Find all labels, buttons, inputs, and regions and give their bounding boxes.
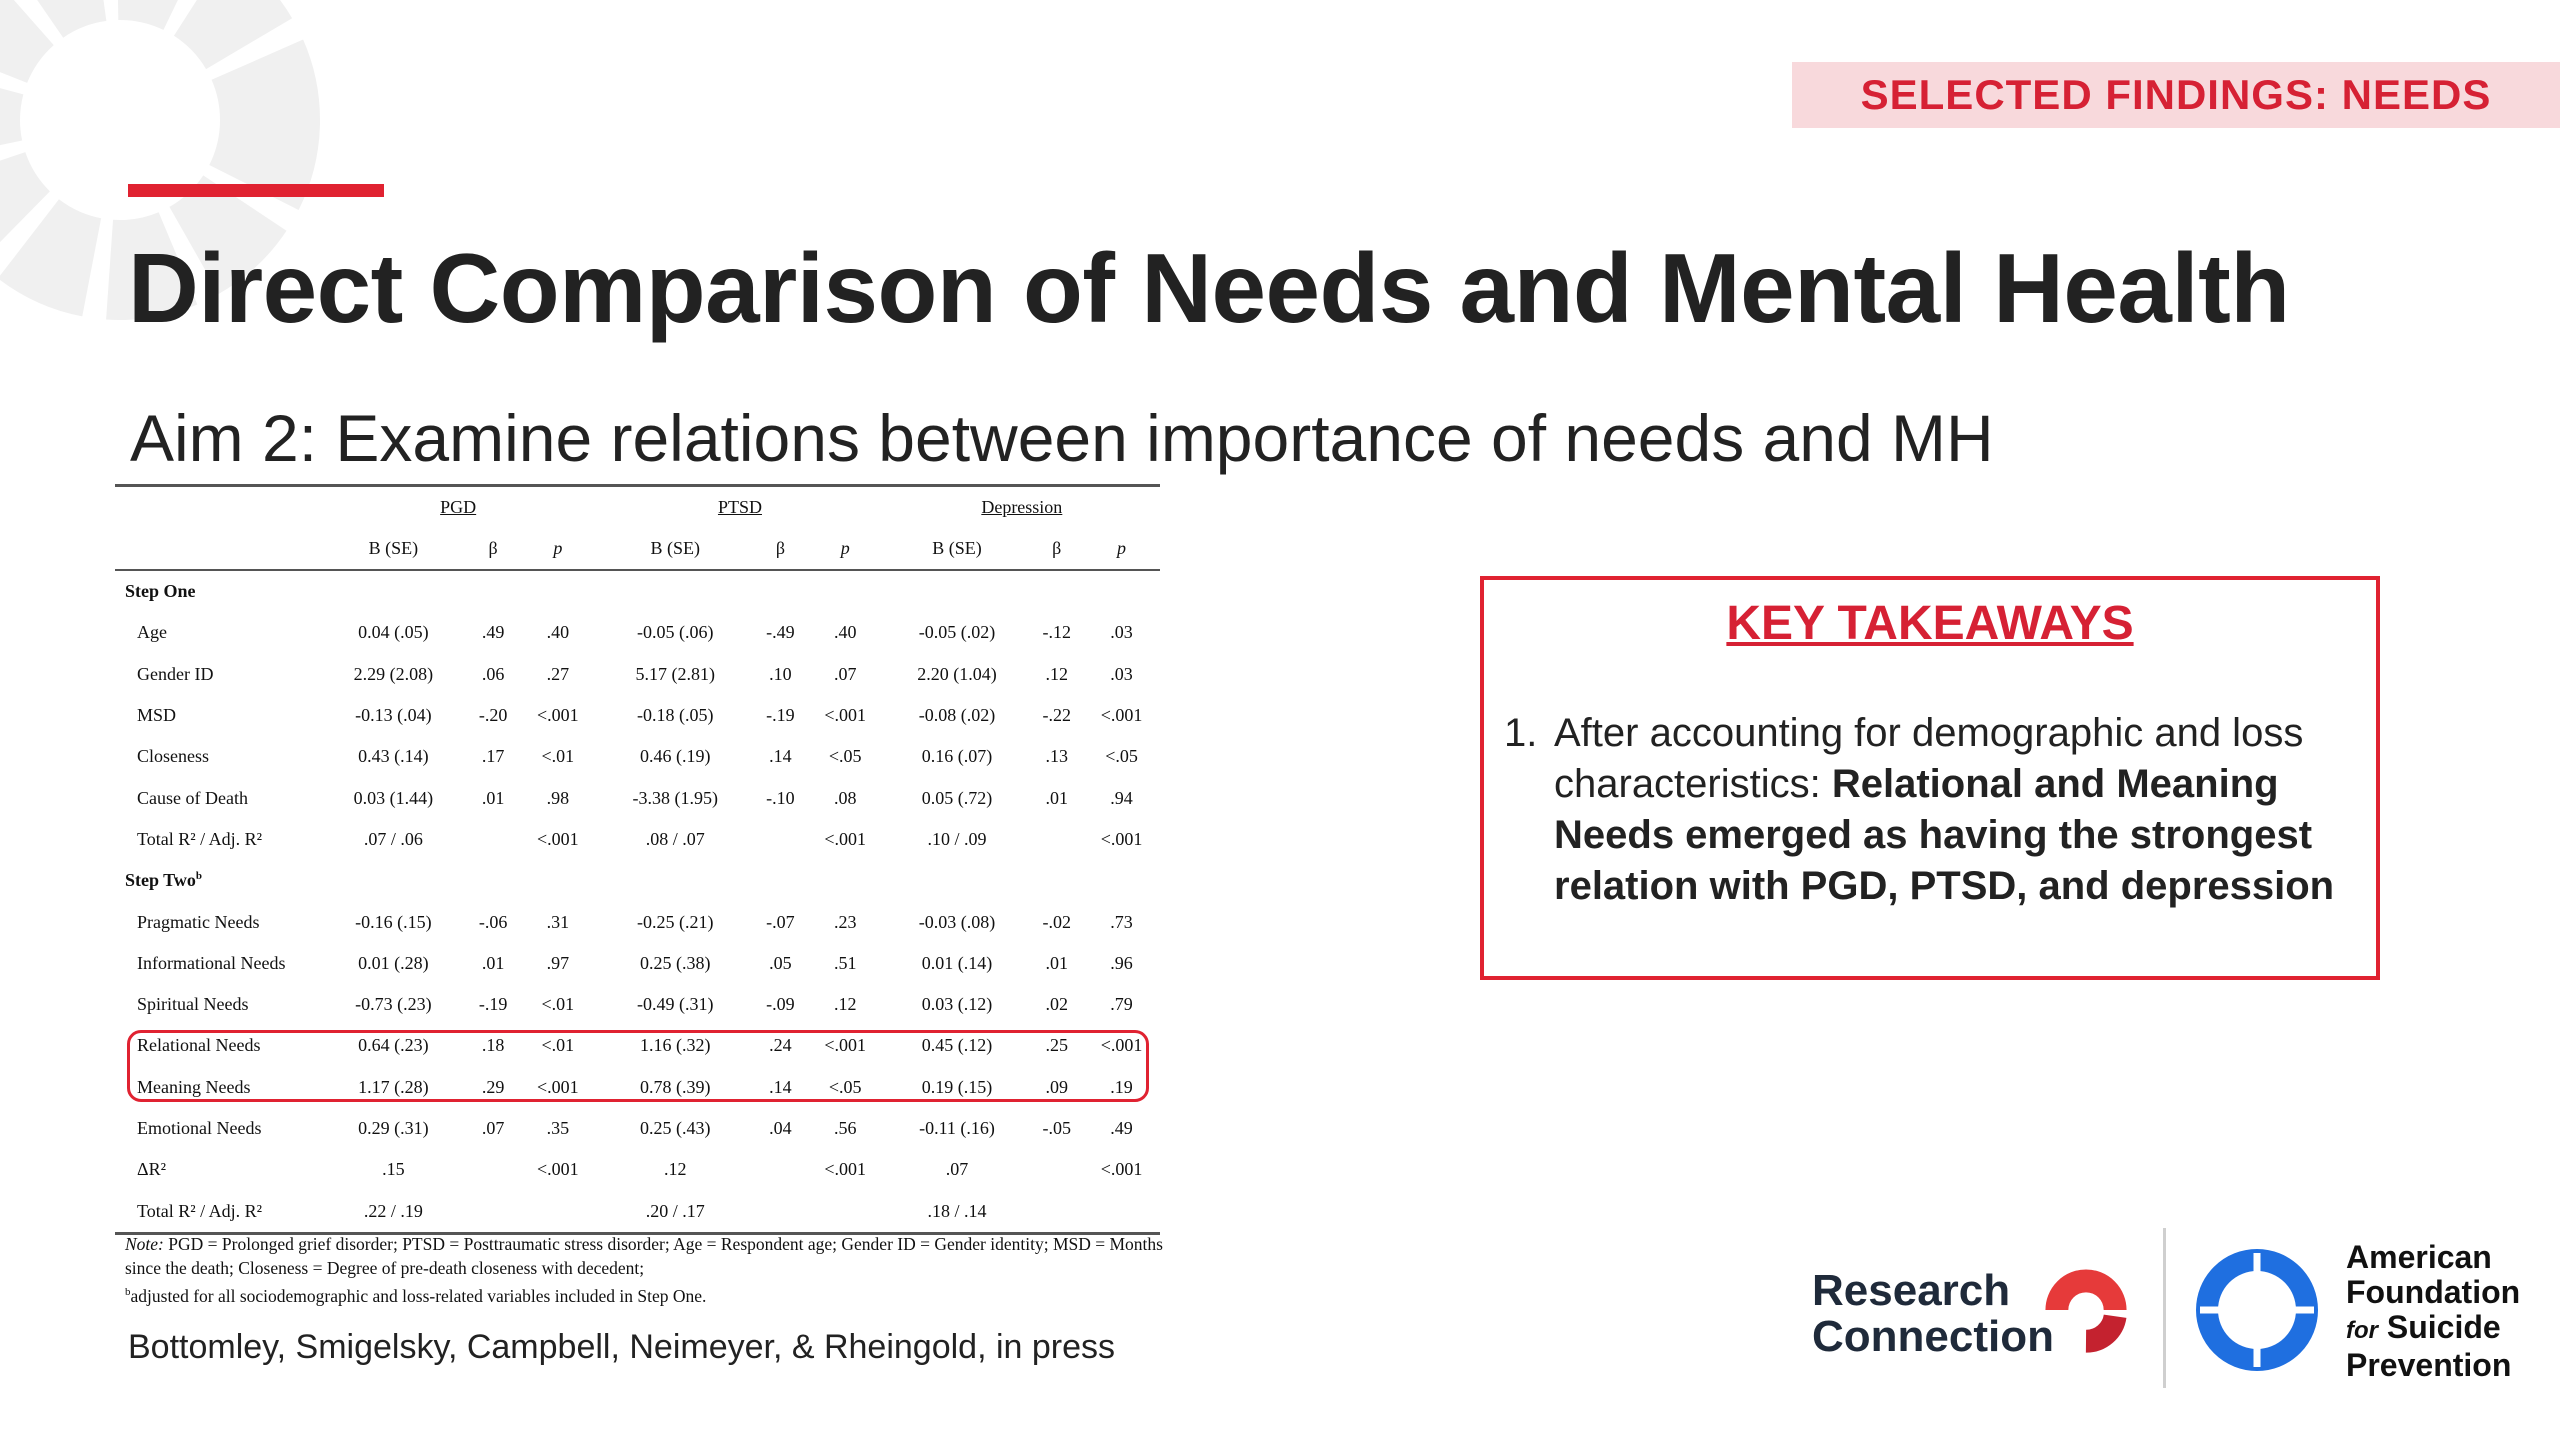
table-cell: 0.25 (.43)	[639, 1118, 711, 1138]
afsp-lifebuoy-icon	[2192, 1245, 2322, 1375]
group-header-ptsd: PTSD	[717, 496, 762, 517]
table-cell: .06	[481, 663, 505, 684]
table-cell: .05	[769, 952, 792, 973]
table-cell: .18 / .14	[884, 1190, 1031, 1233]
section-row-step-two	[115, 860, 1160, 901]
table-cell: <.001	[1100, 1035, 1143, 1056]
table-cell: .03	[1110, 622, 1133, 643]
table-cell: -.19	[766, 705, 795, 726]
table-cell	[754, 819, 807, 860]
table-cell: 0.25 (.38)	[639, 952, 711, 973]
table-cell: <.01	[541, 994, 575, 1015]
afsp-line-4: Prevention	[2346, 1347, 2512, 1383]
row-label: Pragmatic Needs	[137, 911, 260, 932]
table-cell: .79	[1110, 994, 1133, 1015]
row-label: Closeness	[137, 746, 209, 767]
table-cell	[467, 1190, 520, 1233]
table-row	[115, 1190, 1160, 1233]
table-cell: <.001	[824, 828, 867, 849]
table-cell: <.001	[824, 705, 867, 726]
table-cell: 0.46 (.19)	[639, 746, 711, 767]
table-cell	[1083, 1190, 1160, 1233]
table-row	[115, 654, 1160, 695]
table-cell	[754, 1149, 807, 1190]
key-takeaways-title: KEY TAKEAWAYS	[1726, 597, 2134, 650]
table-cell: .18	[481, 1035, 505, 1056]
table-cell: .56	[833, 1118, 857, 1138]
rc-line-2: Connection	[1812, 1312, 2054, 1361]
slide-title: Direct Comparison of Needs and Mental Health	[128, 233, 2290, 343]
table-cell: -0.16 (.15)	[355, 911, 432, 932]
table-cell: -.05	[1042, 1118, 1071, 1138]
table-cell: .96	[1110, 952, 1133, 973]
list-number: 1.	[1504, 711, 1538, 755]
research-connection-wordmark	[1812, 1268, 2054, 1360]
table-cell: 0.01 (.28)	[358, 952, 429, 973]
section-row-step-one	[115, 570, 1160, 612]
afsp-line-1: American	[2346, 1239, 2492, 1275]
table-cell: .31	[546, 911, 570, 932]
table-cell: .14	[769, 1076, 792, 1097]
research-connection-mark-icon	[2034, 1258, 2138, 1362]
table-cell: 2.29 (2.08)	[353, 663, 434, 684]
table-cell	[1030, 1149, 1083, 1190]
table-cell: -.49	[766, 622, 795, 643]
table-cell: -.12	[1042, 622, 1071, 643]
afsp-line-3	[2346, 1310, 2520, 1348]
col-header: p	[1083, 527, 1160, 570]
list-item	[1504, 708, 2364, 912]
table-cell	[467, 819, 520, 860]
table-cell: -0.11 (.16)	[919, 1118, 995, 1138]
table-cell: .73	[1110, 911, 1133, 932]
row-label: Total R² / Adj. R²	[115, 1190, 320, 1233]
table-cell: 0.64 (.23)	[358, 1035, 429, 1056]
table-cell: .04	[769, 1118, 792, 1138]
table-cell: <.001	[1100, 828, 1143, 849]
table-row	[115, 777, 1160, 818]
table-cell: .01	[1045, 952, 1068, 973]
table-cell: 0.19 (.15)	[921, 1076, 993, 1097]
table-cell: -0.05 (.02)	[918, 622, 996, 643]
section-badge-label: SELECTED FINDINGS: NEEDS	[1860, 71, 2492, 118]
table-cell: -0.13 (.04)	[355, 705, 432, 726]
table-cell: .19	[1110, 1076, 1133, 1097]
table-cell: <.001	[537, 1076, 579, 1097]
table-cell: <.001	[537, 828, 579, 849]
table-cell: 0.03 (1.44)	[353, 787, 434, 808]
table-cell: .13	[1045, 746, 1068, 767]
table-cell: -.07	[766, 911, 795, 932]
logo-divider	[2163, 1228, 2166, 1388]
table-cell: .15	[382, 1159, 405, 1180]
rc-line-1: Research	[1812, 1266, 2011, 1315]
note-sup: b	[125, 1286, 131, 1298]
table-cell: .25	[1045, 1035, 1068, 1056]
table-cell: .27	[546, 663, 570, 684]
takeaway-text	[1554, 708, 2364, 912]
table-row	[115, 943, 1160, 984]
table-cell: <.05	[828, 1076, 862, 1097]
table-cell: .08 / .07	[645, 828, 705, 849]
table-cell: .40	[546, 622, 570, 643]
table-cell: .07	[945, 1159, 969, 1180]
table-row	[115, 1149, 1160, 1190]
row-label: Relational Needs	[137, 1035, 261, 1056]
table-cell: <.001	[1100, 1159, 1143, 1180]
col-header: B (SE)	[596, 527, 754, 570]
table-cell: -0.18 (.05)	[636, 705, 714, 726]
row-label: Meaning Needs	[137, 1076, 251, 1097]
row-label: Cause of Death	[137, 787, 248, 808]
table-cell: <.05	[1105, 746, 1138, 767]
table-cell: .09	[1045, 1076, 1068, 1097]
table-row	[115, 984, 1160, 1025]
table-cell: -.09	[766, 994, 795, 1015]
table-cell: <.01	[541, 1035, 575, 1056]
col-header: β	[467, 527, 520, 570]
table-group-header-row	[115, 486, 1160, 528]
table-cell: .94	[1110, 787, 1133, 808]
section-label	[115, 860, 1160, 901]
section-label-text: Step Two	[125, 870, 196, 891]
table-cell: 0.05 (.72)	[921, 787, 993, 808]
table-cell: <.001	[537, 705, 579, 726]
table-cell	[1030, 1190, 1083, 1233]
section-label-sup: b	[195, 870, 202, 883]
table-cell: .97	[546, 952, 570, 973]
key-takeaways-box	[1480, 576, 2380, 980]
table-cell: .12	[663, 1159, 687, 1180]
table-cell: .20 / .17	[596, 1190, 754, 1233]
table-cell: .35	[546, 1118, 570, 1138]
table-cell: .23	[833, 911, 857, 932]
table-row	[115, 612, 1160, 653]
table-cell: 0.43 (.14)	[358, 746, 429, 767]
section-label: Step One	[125, 581, 196, 602]
afsp-line-2: Foundation	[2346, 1274, 2521, 1310]
section-badge	[1792, 62, 2560, 128]
table-cell: <.05	[828, 746, 862, 767]
table-row	[115, 819, 1160, 860]
row-label: Age	[137, 622, 167, 643]
takeaway-bold: Relational and Meaning Needs emerged as having the strongest relation with PGD, PTSD, and depression	[1554, 762, 2335, 908]
table-cell: .07	[481, 1118, 505, 1138]
row-label: Total R² / Adj. R²	[137, 828, 263, 849]
table-cell: -0.03 (.08)	[918, 911, 996, 932]
table-column-header-row	[115, 527, 1160, 570]
table-cell: -.20	[478, 705, 508, 726]
col-header: β	[1030, 527, 1083, 570]
table-cell: -.10	[766, 787, 795, 808]
table-cell	[1030, 819, 1083, 860]
table-cell: .49	[481, 622, 505, 643]
table-cell	[807, 1190, 884, 1233]
table-row	[115, 695, 1160, 736]
table-cell: .12	[1045, 663, 1068, 684]
table-cell: -.22	[1042, 705, 1071, 726]
table-cell: 0.78 (.39)	[639, 1076, 711, 1097]
table-cell: -3.38 (1.95)	[632, 787, 718, 808]
table-cell: <.001	[824, 1159, 867, 1180]
table-cell: 5.17 (2.81)	[635, 663, 715, 684]
table-row	[115, 1108, 1160, 1149]
group-header-pgd: PGD	[440, 496, 477, 517]
table-cell: .07	[833, 663, 857, 684]
table-cell: <.001	[537, 1159, 579, 1180]
table-cell: -.06	[478, 911, 508, 932]
note-adjusted: adjusted for all sociodemographic and loss-related variables included in Step One.	[130, 1285, 707, 1306]
afsp-for: for	[2346, 1317, 2378, 1344]
highlight-box-relational-meaning	[127, 1030, 1149, 1102]
table-cell: 0.45 (.12)	[921, 1035, 993, 1056]
table-cell: 2.20 (1.04)	[917, 663, 997, 684]
table-cell: -0.49 (.31)	[636, 994, 714, 1015]
table-cell: .29	[481, 1076, 505, 1097]
table-cell: .08	[833, 787, 857, 808]
table-cell: 1.17 (.28)	[358, 1076, 429, 1097]
table-cell: .98	[546, 787, 570, 808]
table-cell: 0.29 (.31)	[358, 1118, 429, 1138]
table-cell: .03	[1110, 663, 1133, 684]
table-cell: .24	[769, 1035, 792, 1056]
table-cell: .01	[481, 952, 505, 973]
table-cell: 0.01 (.14)	[921, 952, 993, 973]
table-cell: -0.25 (.21)	[636, 911, 714, 932]
table-note	[125, 1232, 1165, 1308]
col-header: p	[807, 527, 884, 570]
table-cell: .01	[481, 787, 505, 808]
table-cell	[754, 1190, 807, 1233]
table-row	[115, 736, 1160, 777]
table-cell: 0.03 (.12)	[921, 994, 993, 1015]
table-cell: 0.04 (.05)	[358, 622, 429, 643]
table-cell: 0.16 (.07)	[921, 746, 993, 767]
table-cell: .40	[833, 622, 857, 643]
col-header: p	[519, 527, 596, 570]
table-cell	[467, 1149, 520, 1190]
table-cell: -0.05 (.06)	[636, 622, 714, 643]
table-cell: .12	[833, 994, 857, 1015]
table-cell: -0.08 (.02)	[918, 705, 996, 726]
table-cell: .02	[1045, 994, 1068, 1015]
afsp-suicide: Suicide	[2386, 1309, 2501, 1345]
table-cell: -0.73 (.23)	[355, 994, 432, 1015]
note-label: Note:	[125, 1234, 164, 1254]
table-cell: .10 / .09	[927, 828, 987, 849]
table-cell: .14	[769, 746, 792, 767]
table-cell: 1.16 (.32)	[639, 1035, 711, 1056]
title-accent-bar	[128, 184, 384, 197]
research-connection-logo	[1812, 1258, 2152, 1378]
row-label: MSD	[137, 705, 177, 726]
table-cell: .17	[481, 746, 505, 767]
table-cell: .22 / .19	[320, 1190, 467, 1233]
row-label: ΔR²	[137, 1159, 166, 1180]
row-label: Spiritual Needs	[137, 994, 249, 1015]
key-takeaways-list	[1504, 708, 2364, 912]
table-cell: -.19	[478, 994, 508, 1015]
row-label: Gender ID	[137, 663, 214, 684]
col-header: B (SE)	[320, 527, 467, 570]
table-cell: -.02	[1042, 911, 1071, 932]
table-cell: .10	[769, 663, 792, 684]
table-cell	[519, 1190, 596, 1233]
citation: Bottomley, Smigelsky, Campbell, Neimeyer, & Rheingold, in press	[128, 1328, 1116, 1366]
col-header: B (SE)	[884, 527, 1031, 570]
group-header-depression: Depression	[981, 496, 1063, 517]
table-cell: <.001	[1100, 705, 1143, 726]
afsp-wordmark	[2346, 1240, 2520, 1383]
takeaway-plain: After accounting for demographic and loss characteristics:	[1554, 711, 2304, 806]
note-body: PGD = Prolonged grief disorder; PTSD = Posttraumatic stress disorder; Age = Respondent age; Gender ID = Gender identity; MSD = Months since the death; Closeness = Degree of pre-death closeness with decedent;	[125, 1234, 1163, 1278]
table-cell: .01	[1045, 787, 1068, 808]
regression-table	[115, 484, 1160, 1235]
table-cell: .49	[1110, 1118, 1133, 1138]
col-header: β	[754, 527, 807, 570]
table-cell: <.01	[541, 746, 575, 767]
slide-subtitle: Aim 2: Examine relations between importance of needs and MH	[130, 401, 1994, 475]
row-label: Informational Needs	[137, 952, 286, 973]
table-cell: .07 / .06	[363, 828, 423, 849]
table-cell: <.001	[824, 1035, 867, 1056]
row-label: Emotional Needs	[137, 1118, 262, 1138]
table-cell: .51	[833, 952, 857, 973]
table-row	[115, 901, 1160, 942]
